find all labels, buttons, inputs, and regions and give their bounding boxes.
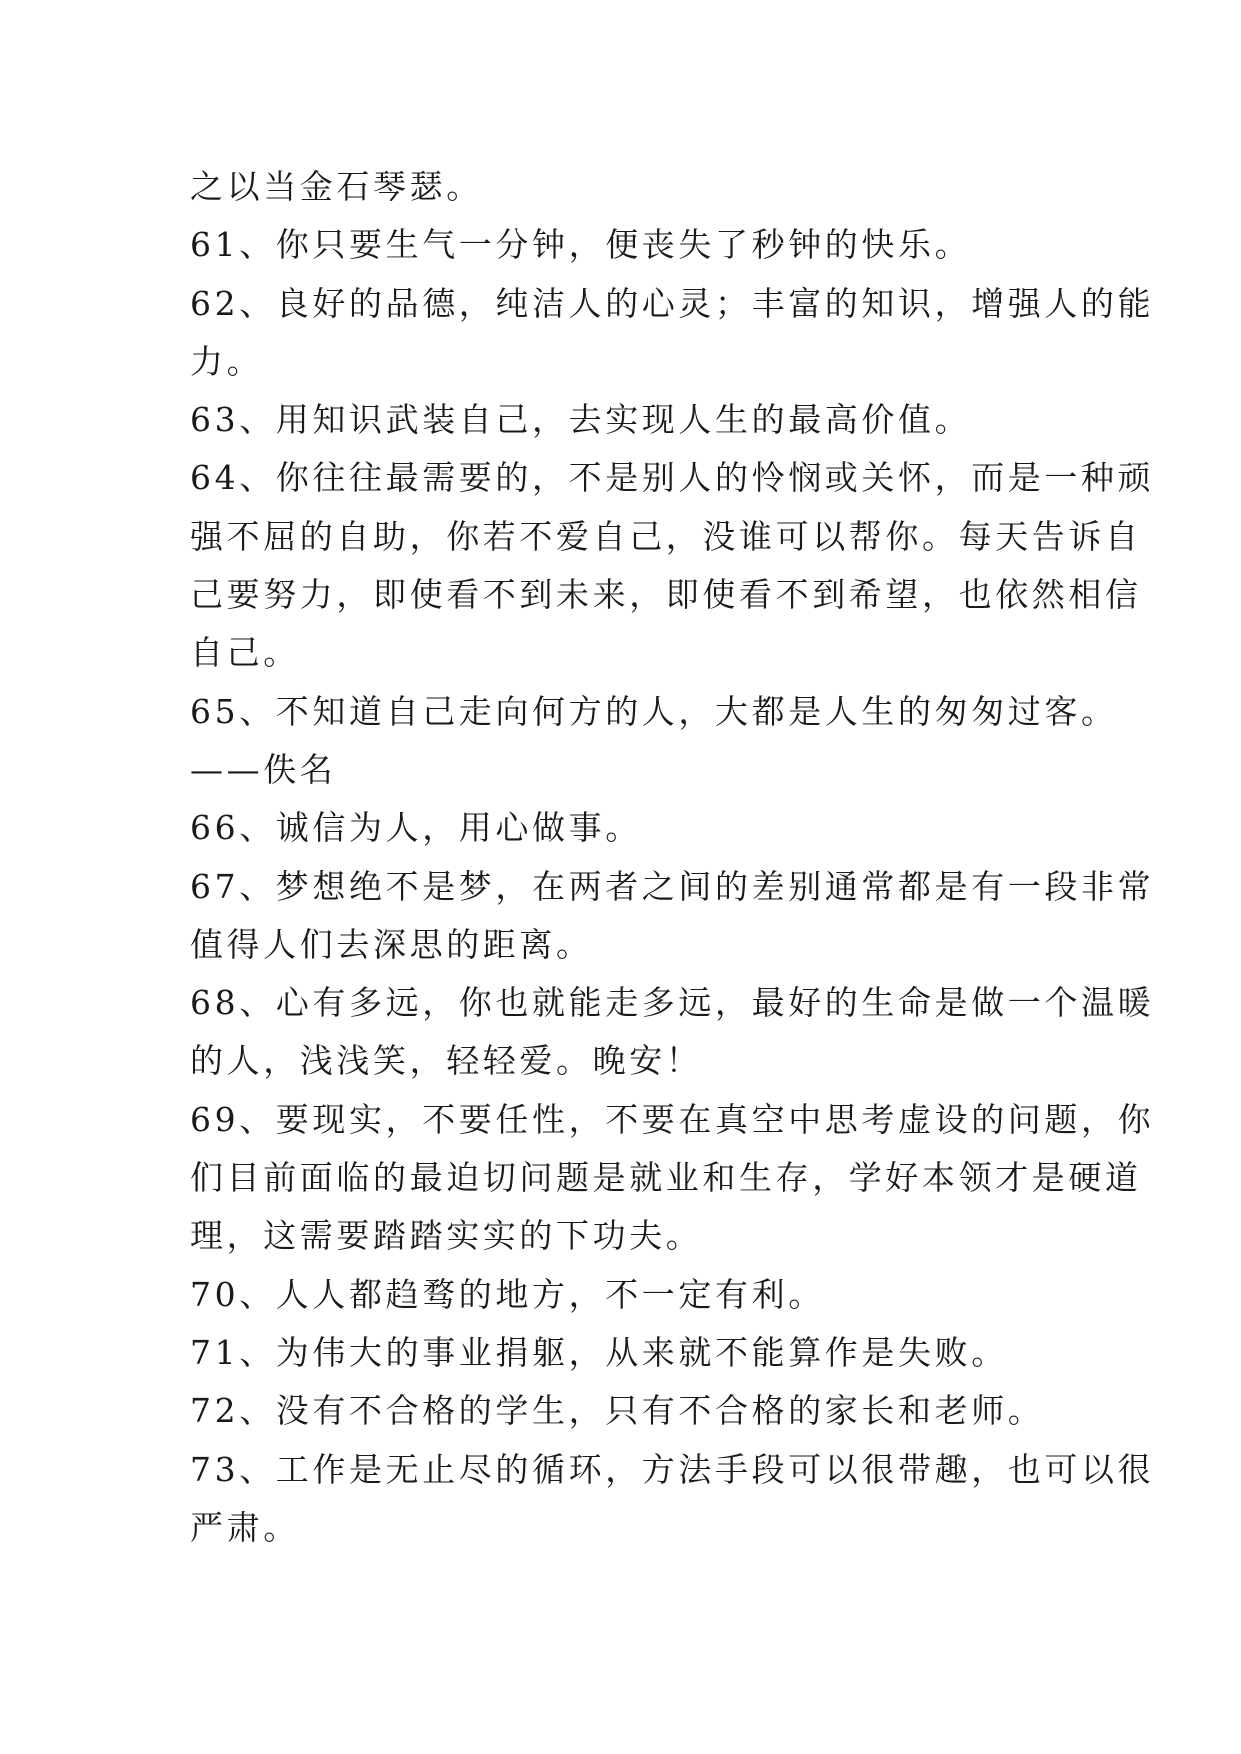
text-line: 67、梦想绝不是梦，在两者之间的差别通常都是有一段非常	[190, 866, 1155, 906]
text-line: 62、良好的品德，纯洁人的心灵；丰富的知识，增强人的能	[190, 283, 1155, 323]
text-line: 自己。	[190, 633, 300, 673]
text-line: 严肃。	[190, 1507, 300, 1547]
text-line: 的人，浅浅笑，轻轻爱。晚安！	[190, 1041, 703, 1081]
text-line: 值得人们去深思的距离。	[190, 924, 593, 964]
text-line: 69、要现实，不要任性，不要在真空中思考虚设的问题，你	[190, 1099, 1155, 1139]
text-line: 61、你只要生气一分钟，便丧失了秒钟的快乐。	[190, 225, 972, 265]
text-line: 之以当金石琴瑟。	[190, 167, 483, 206]
document-body	[190, 158, 1155, 1557]
text-line: 71、为伟大的事业捐躯，从来就不能算作是失败。	[190, 1332, 1008, 1372]
text-line: 己要努力，即使看不到未来，即使看不到希望，也依然相信	[190, 575, 1142, 615]
text-line: ——佚名	[190, 749, 337, 789]
text-line: 68、心有多远，你也就能走多远，最好的生命是做一个温暖	[190, 983, 1155, 1023]
text-line: 强不屈的自助，你若不爱自己，没谁可以帮你。每天告诉自	[190, 516, 1142, 556]
text-line: 72、没有不合格的学生，只有不合格的家长和老师。	[190, 1391, 1045, 1431]
text-line: 63、用知识武装自己，去实现人生的最高价值。	[190, 400, 972, 440]
text-line: 们目前面临的最迫切问题是就业和生存，学好本领才是硬道	[190, 1158, 1142, 1198]
text-line: 66、诚信为人，用心做事。	[190, 808, 642, 848]
text-line: 73、工作是无止尽的循环，方法手段可以很带趣，也可以很	[190, 1449, 1155, 1489]
text-line: 理，这需要踏踏实实的下功夫。	[190, 1216, 703, 1256]
text-line: 力。	[190, 341, 264, 381]
text-line: 64、你往往最需要的，不是别人的怜悯或关怀，而是一种顽	[190, 458, 1155, 498]
text-line: 70、人人都趋骛的地方，不一定有利。	[190, 1274, 825, 1314]
text-line: 65、不知道自己走向何方的人，大都是人生的匆匆过客。	[190, 691, 1118, 731]
